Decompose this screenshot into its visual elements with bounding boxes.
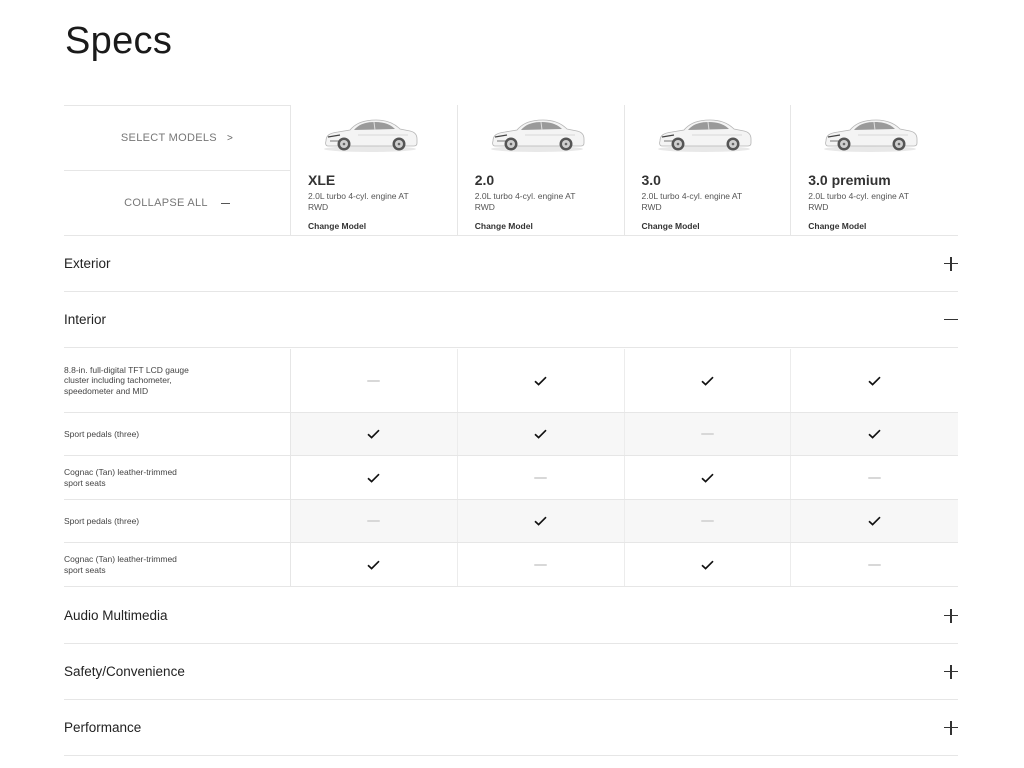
select-models-label: SELECT MODELS [120, 132, 217, 144]
section-safety-convenience[interactable] [64, 644, 958, 700]
model-description: 2.0L turbo 4-cyl. engine AT RWD [474, 191, 576, 212]
dash-icon [367, 380, 380, 382]
model-description: 2.0L turbo 4-cyl. engine AT RWD [641, 191, 742, 212]
table-row [64, 543, 958, 587]
model-description: 2.0L turbo 4-cyl. engine AT RWD [308, 191, 409, 212]
minus-icon [221, 203, 230, 204]
interior-feature-table [64, 349, 958, 587]
plus-icon[interactable] [944, 721, 958, 735]
feature-cell [791, 413, 958, 455]
dash-icon [534, 477, 547, 479]
section-label: Exterior [64, 256, 111, 271]
model-description: 2.0L turbo 4-cyl. engine AT RWD [808, 191, 909, 212]
table-row [64, 500, 958, 543]
section-label: Safety/Convenience [64, 664, 185, 679]
dash-icon [534, 564, 547, 566]
check-icon [367, 473, 380, 483]
section-interior[interactable] [64, 292, 958, 348]
feature-cell [625, 349, 792, 412]
page-title: Specs [65, 20, 173, 62]
change-model-link[interactable]: Change Model [808, 221, 867, 231]
collapse-all-button[interactable] [64, 171, 290, 235]
feature-cell [291, 349, 458, 412]
model-compare-header [64, 105, 958, 236]
feature-cell [625, 413, 792, 455]
section-label: Audio Multimedia [64, 608, 168, 623]
car-image [320, 111, 420, 153]
change-model-link[interactable]: Change Model [641, 221, 700, 231]
feature-cell [625, 500, 792, 542]
model-column-3-0-premium [791, 105, 958, 235]
feature-cell [791, 543, 958, 586]
feature-cell [625, 456, 792, 499]
change-model-link[interactable]: Change Model [308, 221, 367, 231]
minus-icon[interactable] [944, 313, 958, 327]
check-icon [367, 429, 380, 439]
feature-cell [791, 500, 958, 542]
table-row [64, 456, 958, 500]
plus-icon[interactable] [944, 609, 958, 623]
change-model-link[interactable]: Change Model [474, 221, 533, 231]
feature-cell [291, 413, 458, 455]
car-image [820, 111, 920, 153]
dash-icon [701, 433, 714, 435]
feature-cell [791, 349, 958, 412]
feature-cell [458, 543, 625, 586]
check-icon [534, 516, 547, 526]
section-exterior[interactable] [64, 236, 958, 292]
check-icon [701, 473, 714, 483]
car-image [487, 111, 587, 153]
model-name: 3.0 premium [808, 172, 891, 188]
table-row [64, 413, 958, 456]
plus-icon[interactable] [944, 665, 958, 679]
feature-cell [625, 543, 792, 586]
compare-controls [64, 105, 291, 235]
model-name: 2.0 [474, 172, 495, 188]
section-label: Interior [64, 312, 107, 327]
feature-cell [458, 500, 625, 542]
feature-label: Cognac (Tan) leather-trimmed sport seats [64, 543, 291, 586]
feature-cell [291, 543, 458, 586]
collapse-all-label: COLLAPSE ALL [124, 197, 208, 209]
table-row [64, 349, 958, 413]
feature-cell [458, 413, 625, 455]
car-image [654, 111, 754, 153]
feature-label: 8.8-in. full-digital TFT LCD gauge cluster including tachometer, speedometer and MID [64, 349, 291, 412]
feature-cell [458, 456, 625, 499]
check-icon [701, 376, 714, 386]
feature-cell [291, 500, 458, 542]
check-icon [534, 429, 547, 439]
feature-label: Cognac (Tan) leather-trimmed sport seats [64, 456, 291, 499]
dash-icon [367, 520, 380, 522]
model-name: XLE [308, 172, 336, 188]
feature-cell [458, 349, 625, 412]
check-icon [701, 560, 714, 570]
section-label: Performance [64, 720, 142, 735]
dash-icon [701, 520, 714, 522]
dash-icon [868, 477, 881, 479]
model-name: 3.0 [641, 172, 661, 188]
check-icon [868, 429, 881, 439]
section-performance[interactable] [64, 700, 958, 756]
check-icon [868, 516, 881, 526]
feature-label: Sport pedals (three) [64, 500, 291, 542]
feature-label: Sport pedals (three) [64, 413, 291, 455]
model-column-2-0 [458, 105, 625, 235]
chevron-right-icon: > [226, 132, 234, 144]
check-icon [868, 376, 881, 386]
check-icon [534, 376, 547, 386]
model-column-3-0 [625, 105, 792, 235]
select-models-button[interactable] [64, 105, 290, 171]
check-icon [367, 560, 380, 570]
dash-icon [868, 564, 881, 566]
feature-cell [791, 456, 958, 499]
model-column-xle [291, 105, 458, 235]
feature-cell [291, 456, 458, 499]
plus-icon[interactable] [944, 257, 958, 271]
section-audio-multimedia[interactable] [64, 588, 958, 644]
